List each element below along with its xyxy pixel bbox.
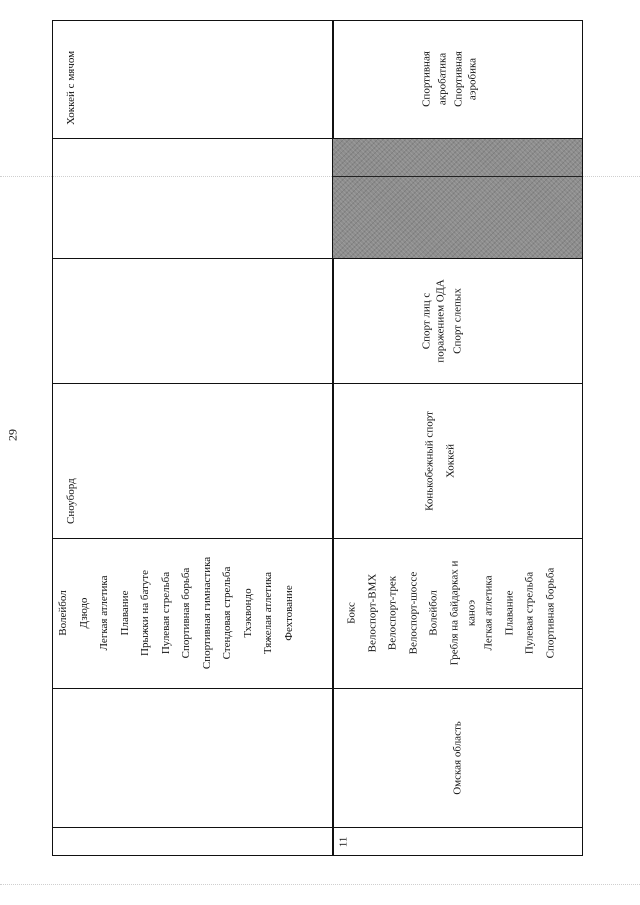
row11-winter-list (333, 384, 582, 537)
winter-sport-name: Конькобежный спорт (423, 410, 435, 511)
row11-region (333, 689, 582, 826)
adaptive-sport-name: поражением ОДА (434, 278, 446, 363)
row11-sports-cell (333, 539, 582, 687)
sport-name: Волейбол (427, 590, 439, 636)
row11-index (333, 828, 582, 855)
extra-sport-name: аэробика (466, 57, 478, 101)
sport-name: Пулевая стрельба (523, 571, 535, 655)
top-winter-cell (53, 384, 331, 537)
top-extra-cell (53, 21, 331, 137)
extra-sport-name: Спортивная (452, 51, 464, 107)
winter-sport-name: Хоккей (443, 443, 456, 478)
top-sports-cell (53, 539, 331, 687)
row11-adaptive-list (333, 259, 582, 382)
scan-line (333, 176, 582, 177)
sport-name: Фехтование (282, 585, 295, 641)
sport-name: Волейбол (57, 590, 69, 636)
sport-name: Велоспорт-шоссе (406, 571, 419, 655)
sport-name: Плавание (502, 590, 515, 636)
sport-name: Тяжелая атлетика (262, 571, 274, 655)
row11-sports-list (333, 539, 582, 687)
extra-sport-name: Хоккей с мячом (65, 50, 77, 125)
row11-adaptive-cell (333, 259, 582, 382)
adaptive-sport-name: Спорт слепых (451, 287, 463, 354)
winter-sport-name: Сноуборд (65, 478, 77, 524)
sport-name: Велоспорт-трек (386, 575, 398, 651)
top-sports-list (53, 539, 331, 687)
sport-name: Спортивная борьба (180, 567, 192, 659)
sport-name: каноэ (465, 599, 477, 627)
sport-name: Легкая атлетика (482, 575, 494, 651)
extra-sport-name: акробатика (436, 52, 448, 106)
sport-name: Стендовая стрельба (221, 566, 233, 660)
sport-name: Прыжки на батуте (139, 570, 151, 656)
scan-artifact-line (0, 884, 640, 885)
row11-extra-list (333, 21, 582, 137)
sport-name: Пулевая стрельба (159, 571, 172, 655)
top-extra-list (61, 21, 82, 125)
sport-name: Тхэквондо (241, 588, 254, 638)
row11-winter-cell (333, 384, 582, 537)
top-winter-list (61, 384, 82, 524)
extra-sport-name: Спортивная (420, 51, 432, 107)
sport-name: Гребля на байдарках и (447, 560, 460, 666)
sport-name: Плавание (118, 590, 131, 636)
shaded-cell (333, 139, 582, 258)
sport-name: Спортивная борьба (543, 567, 556, 659)
sport-name: Спортивная гимнастика (200, 556, 213, 670)
sport-name: Бокс (345, 602, 357, 624)
sport-name: Велоспорт-ВМХ (365, 573, 378, 653)
page-number: 29 (5, 429, 20, 441)
region-name: Омская область (451, 720, 464, 795)
row-number: 11 (337, 836, 349, 847)
row11-extra-cell (333, 21, 582, 137)
sport-name: Дзюдо (77, 597, 90, 629)
sport-name: Легкая атлетика (98, 575, 110, 651)
adaptive-sport-name: Спорт лиц с (420, 292, 432, 349)
row11-region-cell (333, 689, 582, 826)
row11-index-cell (333, 828, 582, 855)
